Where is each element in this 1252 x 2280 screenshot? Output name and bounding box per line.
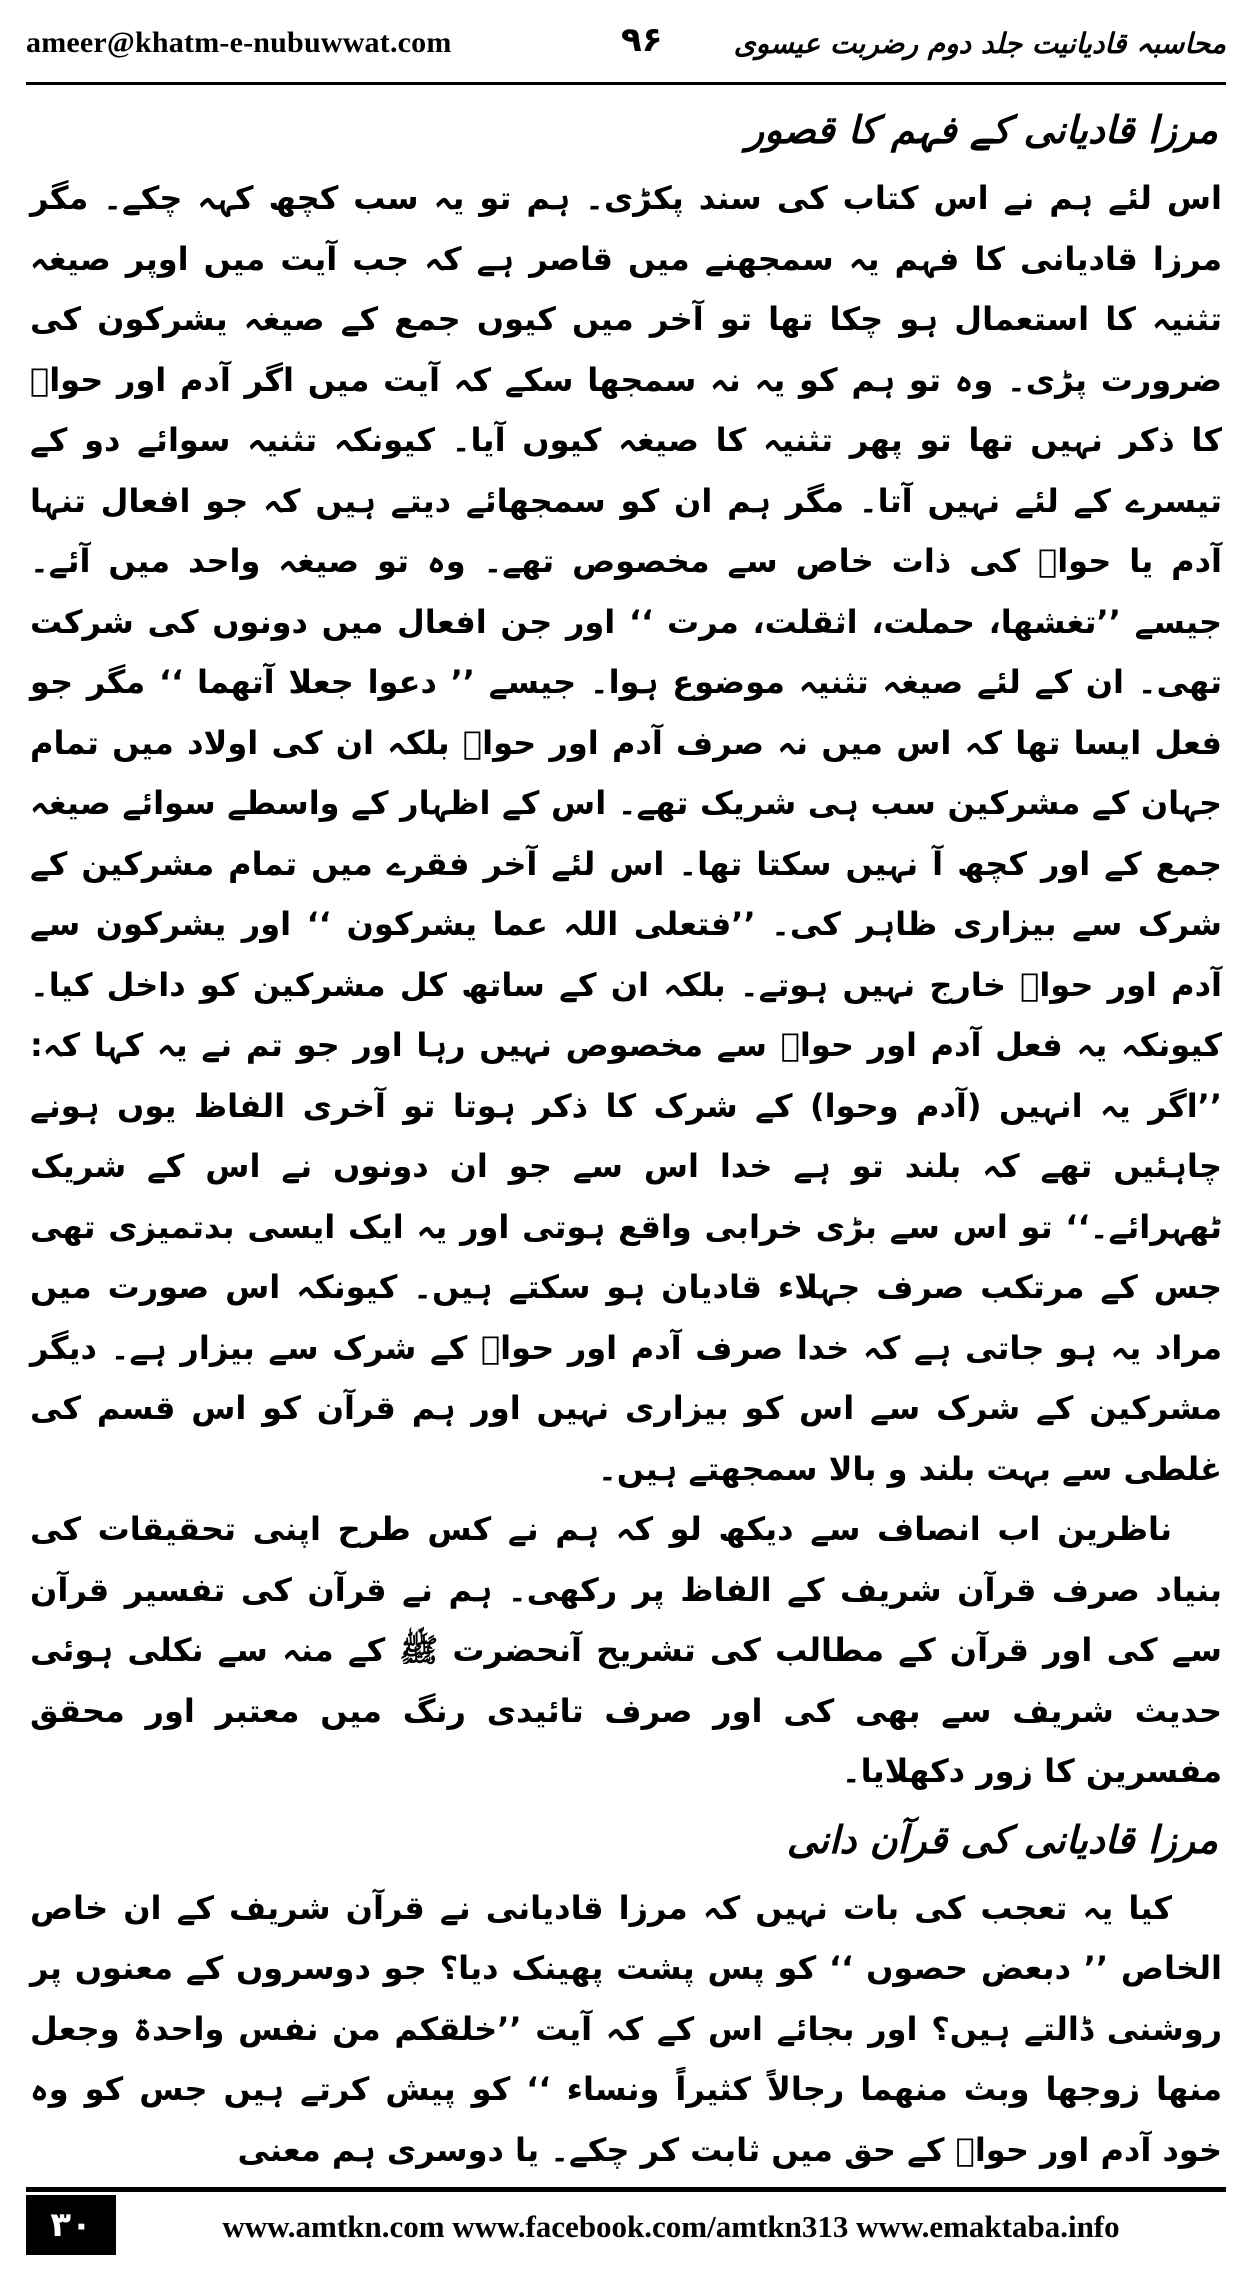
- paragraph: ناظرین اب انصاف سے دیکھ لو کہ ہم نے کس طرح اپنی تحقیقات کی بنیاد صرف قرآن شریف کے الفاظ پر رکھی۔ ہم نے قرآن کی تفسیر قرآن سے کی اور قرآن کے مطالب کی تشریح آنحضرت ﷺ کے منہ سے نکلی ہوئی حدیث شریف سے بھی کی اور صرف تائیدی رنگ میں معتبر اور محقق مفسرین کا زور دکھلایا۔: [30, 1510, 1222, 1790]
- paragraph: کیا یہ تعجب کی بات نہیں کہ مرزا قادیانی نے قرآن شریف کے ان خاص الخاص ’’ دبعض حصوں ‘‘ کو پس پشت پھینک دیا؟ جو دوسروں کے معنوں پر روشنی ڈالتے ہیں؟ اور بجائے اس کے کہ آیت ’’خلقکم من نفس واحدۃ وجعل منھا زوجھا وبث منھما رجالاً کثیراً ونساء ‘‘ کو پیش کرتے ہیں جس کو وہ خود آدم اور حواؑ کے حق میں ثابت کر چکے۔ یا دوسری ہم معنی: [30, 1888, 1222, 2169]
- footer-page-number: ۳۰: [26, 2195, 116, 2255]
- paragraph: اس لئے ہم نے اس کتاب کی سند پکڑی۔ ہم تو یہ سب کچھ کہہ چکے۔ مگر مرزا قادیانی کا فہم یہ سمجھنے میں قاصر ہے کہ جب آیت میں اوپر صیغہ تثنیہ کا استعمال ہو چکا تھا تو آخر میں کیوں جمع کے صیغہ یشرکون کی ضرورت پڑی۔ وہ تو ہم کو یہ نہ سمجھا سکے کہ آیت میں اگر آدم اور حواؑ کا ذکر نہیں تھا تو پھر تثنیہ کا صیغہ کیوں آیا۔ کیونکہ تثنیہ سوائے دو کے تیسرے کے لئے نہیں آتا۔ مگر ہم ان کو سمجھائے دیتے ہیں کہ جو افعال تنہا آدم یا حواؑ کی ذات خاص سے مخصوص تھے۔ وہ تو صیغہ واحد میں آئے۔ جیسے ’’تغشھا، حملت، اثقلت، مرت ‘‘ اور جن افعال میں دونوں کی شرکت تھی۔ ان کے لئے صیغہ تثنیہ موضوع ہوا۔ جیسے ’’ دعوا جعلا آتھما ‘‘ مگر جو فعل ایسا تھا کہ اس میں نہ صرف آدم اور حواؑ بلکہ ان کی اولاد میں تمام جہان کے مشرکین سب ہی شریک تھے۔ اس کے اظہار کے واسطے سوائے صیغہ جمع کے اور کچھ آ نہیں سکتا تھا۔ اس لئے آخر فقرے میں تمام مشرکین کے شرک سے بیزاری ظاہر کی۔ ’’فتعلی اللہ عما یشرکون ‘‘ اور یشرکون سے آدم اور حواؑ خارج نہیں ہوتے۔ بلکہ ان کے ساتھ کل مشرکین کو داخل کیا۔ کیونکہ یہ فعل آدم اور حواؑ سے مخصوص نہیں رہا اور جو تم نے یہ کہا کہ: ’’اگر یہ انہیں (آدم وحوا) کے شرک کا ذکر ہوتا تو آخری الفاظ یوں ہونے چاہئیں تھے کہ بلند تو ہے خدا اس سے جو ان دونوں نے اس کے شریک ٹھہرائے۔‘‘ تو اس سے بڑی خرابی واقع ہوتی اور یہ ایک ایسی بدتمیزی تھی جس کے مرتکب صرف جہلاء قادیان ہو سکتے ہیں۔ کیونکہ اس صورت میں مراد یہ ہو جاتی ہے کہ خدا صرف آدم اور حواؑ کے شرک سے بیزار ہے۔ دیگر مشرکین کے شرک سے اس کو بیزاری نہیں اور ہم قرآن کو اس قسم کی غلطی سے بہت بلند و بالا سمجھتے ہیں۔: [30, 179, 1223, 1488]
- header-page-number: ۹۶: [621, 20, 663, 60]
- page-footer: [26, 2187, 1226, 2262]
- header-book-title: محاسبہ قادیانیت جلد دوم رضربت عیسوی: [733, 26, 1226, 60]
- header-email: ameer@khatm-e-nubuwwat.com: [26, 26, 452, 59]
- header-rule: [26, 82, 1226, 85]
- footer-links: www.amtkn.com www.facebook.com/amtkn313 www.emaktaba.info: [222, 2209, 1120, 2244]
- section-heading: مرزا قادیانی کی قرآن دانی: [786, 1817, 1218, 1862]
- section-heading: مرزا قادیانی کے فہم کا قصور: [745, 108, 1218, 152]
- page-content: [30, 92, 1222, 2170]
- page-header: [26, 8, 1226, 78]
